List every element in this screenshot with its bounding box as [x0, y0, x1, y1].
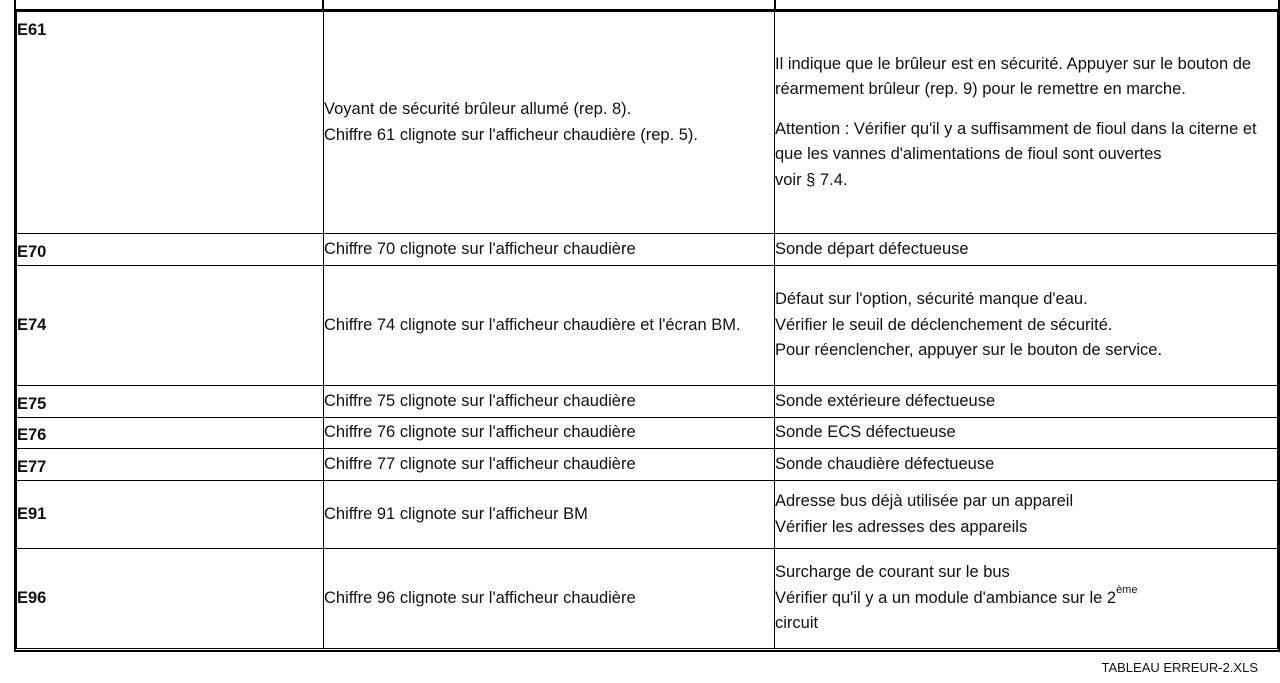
table-row-e74	[17, 266, 1278, 386]
previous-row-edge	[16, 0, 1278, 9]
spacer	[775, 103, 1277, 117]
action-cell: Sonde extérieure défectueuse	[775, 386, 1278, 418]
symptom-line: Voyant de sécurité brûleur allumé (rep. 8).	[324, 100, 632, 118]
action-text: Vérifier qu'il y a un module d'ambiance sur le 2	[775, 588, 1117, 607]
action-line: Vérifier les adresses des appareils	[775, 517, 1028, 536]
error-code: E74	[17, 266, 324, 386]
symptom-cell: Chiffre 75 clignote sur l'afficheur chaudière	[324, 386, 775, 418]
table-row-e70	[17, 234, 1278, 266]
action-cell: Sonde ECS défectueuse	[775, 418, 1278, 449]
action-line: Pour réenclencher, appuyer sur le bouton de service.	[775, 341, 1163, 360]
action-line: Surcharge de courant sur le bus	[775, 563, 1010, 582]
action-text: circuit	[775, 614, 819, 633]
symptom-cell: Chiffre 91 clignote sur l'afficheur BM	[324, 481, 775, 549]
error-code: E70	[17, 234, 324, 266]
action-cell: Sonde chaudière défectueuse	[775, 449, 1278, 481]
symptom-cell: Chiffre 74 clignote sur l'afficheur chaudière et l'écran BM.	[324, 266, 775, 386]
error-code: E91	[17, 481, 324, 549]
symptom-cell	[324, 12, 775, 234]
column-divider	[774, 0, 776, 9]
table-row-e75	[17, 386, 1278, 418]
action-line: voir § 7.4.	[775, 170, 848, 189]
superscript: ème	[1116, 583, 1138, 596]
error-code: E76	[17, 418, 324, 449]
error-code: E77	[17, 449, 324, 481]
symptom-cell: Chiffre 77 clignote sur l'afficheur chaudière	[324, 449, 775, 481]
action-cell	[775, 549, 1278, 649]
action-line: Vérifier le seuil de déclenchement de sécurité.	[775, 315, 1113, 334]
action-line: Attention : Vérifier qu'il y a suffisamment de fioul dans la citerne et que les vannes d'alimentations de fioul sont ouvertes	[775, 119, 1257, 164]
error-table-sheet	[14, 0, 1280, 652]
error-code: E75	[17, 386, 324, 418]
column-divider	[322, 0, 324, 9]
table-row-e77	[17, 449, 1278, 481]
symptom-cell: Chiffre 76 clignote sur l'afficheur chaudière	[324, 418, 775, 449]
action-cell	[775, 12, 1278, 234]
error-codes-table	[16, 11, 1278, 649]
table-row-e61	[17, 12, 1278, 234]
action-cell: Sonde départ défectueuse	[775, 234, 1278, 266]
error-code: E61	[17, 12, 324, 234]
action-line: Il indique que le brûleur est en sécurité. Appuyer sur le bouton de réarmement brûleur (rep. 9) pour le remettre en marche.	[775, 54, 1252, 99]
action-line: Défaut sur l'option, sécurité manque d'eau.	[775, 290, 1088, 309]
action-cell	[775, 481, 1278, 549]
table-row-e96	[17, 549, 1278, 649]
file-name-footer: TABLEAU ERREUR-2.XLS	[1101, 660, 1258, 675]
action-line: Adresse bus déjà utilisée par un appareil	[775, 492, 1074, 510]
action-line-superscript	[775, 583, 1277, 637]
table-row-e91	[17, 481, 1278, 549]
error-code: E96	[17, 549, 324, 649]
symptom-cell: Chiffre 70 clignote sur l'afficheur chaudière	[324, 234, 775, 266]
action-cell	[775, 266, 1278, 386]
symptom-cell: Chiffre 96 clignote sur l'afficheur chaudière	[324, 549, 775, 649]
table-row-e76	[17, 418, 1278, 449]
symptom-line: Chiffre 61 clignote sur l'afficheur chaudière (rep. 5).	[324, 125, 698, 144]
